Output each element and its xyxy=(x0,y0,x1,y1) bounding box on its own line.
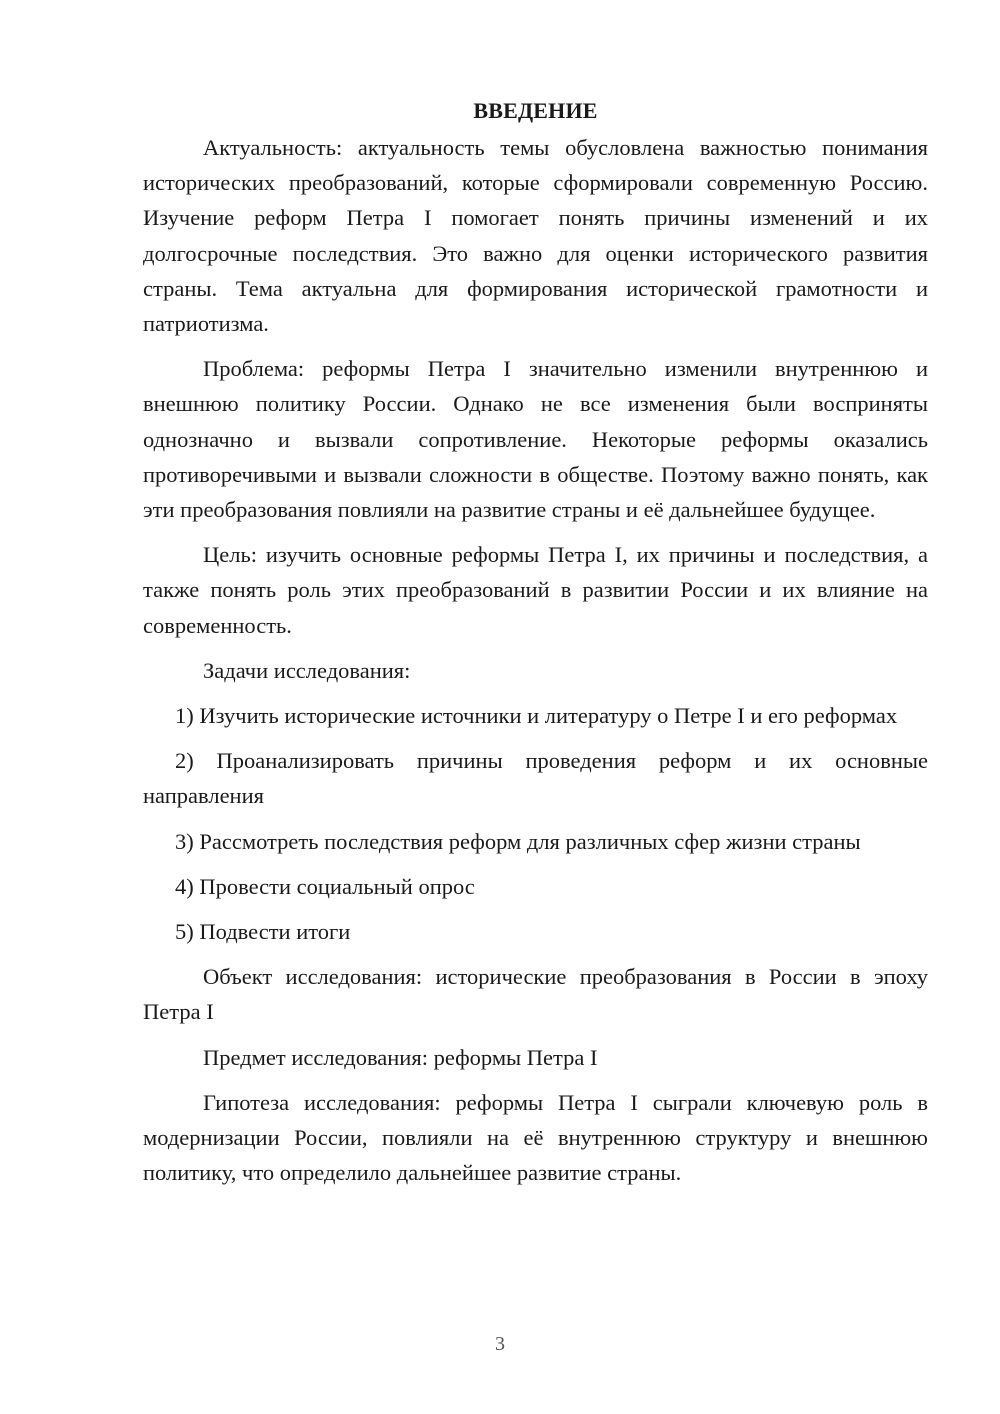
tasks-list xyxy=(143,698,928,949)
document-page xyxy=(143,96,928,1200)
task-item: 1) Изучить исторические источники и литературу о Петре I и его реформах xyxy=(175,703,898,729)
page-number: 3 xyxy=(495,1333,505,1355)
section-title: ВВЕДЕНИЕ xyxy=(473,98,598,123)
task-item: 3) Рассмотреть последствия реформ для различных сфер жизни страны xyxy=(175,828,861,854)
tasks-heading: Задачи исследования: xyxy=(203,657,411,683)
task-item: 4) Провести социальный опрос xyxy=(175,873,475,899)
hypothesis-paragraph: Гипотеза исследования: реформы Петра I сыграли ключевую роль в модернизации России, повлияли на её внутреннюю структуру и внешнюю политику, что определило дальнейшее развитие страны. xyxy=(143,1089,928,1186)
subject-paragraph: Предмет исследования: реформы Петра I xyxy=(203,1044,598,1070)
object-paragraph: Объект исследования: исторические преобразования в России в эпоху Петра I xyxy=(143,964,928,1025)
task-item: 2) Проанализировать причины проведения реформ и их основные направления xyxy=(143,748,928,809)
task-item: 5) Подвести итоги xyxy=(175,919,351,945)
problem-paragraph: Проблема: реформы Петра I значительно изменили внутреннюю и внешнюю политику России. Однако не все изменения были восприняты однозначно и вызвали сопротивление. Некоторые реформы оказались противоречивыми и вызвали сложности в обществе. Поэтому важно понять, как эти преобразования повлияли на развитие страны и её дальнейшее будущее. xyxy=(143,356,928,523)
relevance-paragraph: Актуальность: актуальность темы обусловлена важностью понимания исторических преобразований, которые сформировали современную Россию. Изучение реформ Петра I помогает понять причины изменений и их долгосрочные последствия. Это важно для оценки исторического развития страны. Тема актуальна для формирования исторической грамотности и патриотизма. xyxy=(143,135,928,337)
goal-paragraph: Цель: изучить основные реформы Петра I, их причины и последствия, а также понять роль этих преобразований в развитии России и их влияние на современность. xyxy=(143,542,928,638)
